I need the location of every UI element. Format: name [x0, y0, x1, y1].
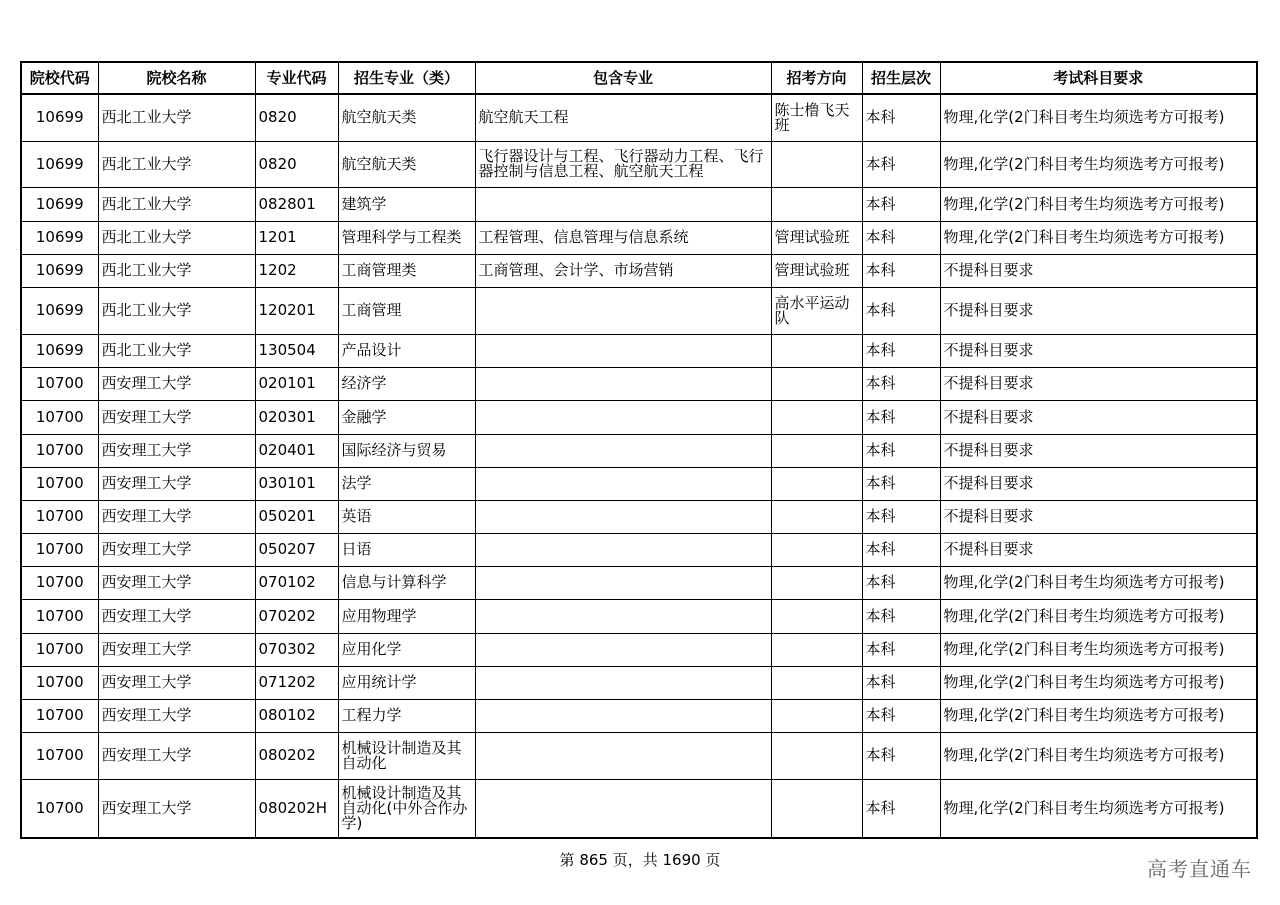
cell-subjects: 不提科目要求 [940, 434, 1257, 467]
cell-school-name: 西北工业大学 [98, 141, 255, 187]
cell-level: 本科 [862, 732, 940, 779]
cell-level: 本科 [862, 467, 940, 500]
table-row [21, 141, 1257, 187]
header-includes: 包含专业 [475, 62, 771, 94]
cell-major-code: 080202 [255, 732, 338, 779]
header-major-code: 专业代码 [255, 62, 338, 94]
cell-subjects: 不提科目要求 [940, 287, 1257, 334]
cell-major: 工商管理类 [338, 254, 475, 287]
cell-direction [771, 699, 862, 732]
cell-level: 本科 [862, 367, 940, 400]
cell-major: 应用统计学 [338, 666, 475, 699]
cell-school-code: 10700 [21, 732, 98, 779]
cell-school-code: 10699 [21, 187, 98, 221]
cell-school-code: 10699 [21, 287, 98, 334]
cell-school-name: 西安理工大学 [98, 500, 255, 533]
cell-school-code: 10699 [21, 141, 98, 187]
cell-subjects: 物理,化学(2门科目考生均须选考方可报考) [940, 187, 1257, 221]
cell-includes [475, 400, 771, 434]
cell-school-name: 西安理工大学 [98, 566, 255, 599]
cell-major: 金融学 [338, 400, 475, 434]
table-row [21, 254, 1257, 287]
cell-school-code: 10700 [21, 500, 98, 533]
cell-includes [475, 599, 771, 633]
table-row [21, 187, 1257, 221]
cell-major: 机械设计制造及其自动化(中外合作办学) [338, 779, 475, 838]
cell-major: 法学 [338, 467, 475, 500]
header-school-name: 院校名称 [98, 62, 255, 94]
cell-major-code: 050207 [255, 533, 338, 566]
cell-level: 本科 [862, 779, 940, 838]
table-row [21, 533, 1257, 566]
cell-school-name: 西北工业大学 [98, 187, 255, 221]
header-level: 招生层次 [862, 62, 940, 94]
cell-school-name: 西安理工大学 [98, 633, 255, 666]
cell-direction: 管理试验班 [771, 254, 862, 287]
cell-includes [475, 566, 771, 599]
cell-includes [475, 666, 771, 699]
cell-includes: 工程管理、信息管理与信息系统 [475, 221, 771, 254]
cell-school-name: 西安理工大学 [98, 699, 255, 732]
cell-direction: 管理试验班 [771, 221, 862, 254]
cell-level: 本科 [862, 221, 940, 254]
cell-major-code: 080202H [255, 779, 338, 838]
cell-major: 产品设计 [338, 334, 475, 367]
cell-subjects: 不提科目要求 [940, 334, 1257, 367]
cell-school-name: 西北工业大学 [98, 94, 255, 141]
cell-direction [771, 141, 862, 187]
cell-school-code: 10700 [21, 367, 98, 400]
cell-level: 本科 [862, 699, 940, 732]
cell-subjects: 不提科目要求 [940, 400, 1257, 434]
admission-table [20, 61, 1258, 839]
cell-major-code: 120201 [255, 287, 338, 334]
cell-major-code: 071202 [255, 666, 338, 699]
cell-school-name: 西安理工大学 [98, 434, 255, 467]
cell-subjects: 物理,化学(2门科目考生均须选考方可报考) [940, 221, 1257, 254]
table-row [21, 434, 1257, 467]
cell-major: 工商管理 [338, 287, 475, 334]
cell-major-code: 080102 [255, 699, 338, 732]
cell-major: 工程力学 [338, 699, 475, 732]
cell-subjects: 不提科目要求 [940, 367, 1257, 400]
cell-major-code: 020301 [255, 400, 338, 434]
cell-includes [475, 699, 771, 732]
cell-direction [771, 467, 862, 500]
cell-level: 本科 [862, 533, 940, 566]
cell-major-code: 070302 [255, 633, 338, 666]
cell-subjects: 不提科目要求 [940, 533, 1257, 566]
table-row [21, 400, 1257, 434]
cell-major: 经济学 [338, 367, 475, 400]
page-number: 第 865 页，共 1690 页 [559, 851, 721, 869]
cell-subjects: 物理,化学(2门科目考生均须选考方可报考) [940, 566, 1257, 599]
cell-major-code: 020401 [255, 434, 338, 467]
cell-major-code: 070202 [255, 599, 338, 633]
cell-school-name: 西安理工大学 [98, 533, 255, 566]
cell-includes [475, 187, 771, 221]
cell-subjects: 物理,化学(2门科目考生均须选考方可报考) [940, 666, 1257, 699]
cell-major: 应用化学 [338, 633, 475, 666]
cell-school-name: 西安理工大学 [98, 779, 255, 838]
watermark: 高考直通车 [1147, 857, 1252, 881]
cell-includes [475, 732, 771, 779]
table-row [21, 467, 1257, 500]
cell-major: 管理科学与工程类 [338, 221, 475, 254]
cell-major: 信息与计算科学 [338, 566, 475, 599]
cell-school-code: 10700 [21, 599, 98, 633]
table-row [21, 599, 1257, 633]
cell-major-code: 050201 [255, 500, 338, 533]
cell-major: 航空航天类 [338, 94, 475, 141]
cell-subjects: 物理,化学(2门科目考生均须选考方可报考) [940, 779, 1257, 838]
cell-school-code: 10699 [21, 334, 98, 367]
table-row [21, 221, 1257, 254]
cell-level: 本科 [862, 141, 940, 187]
cell-direction [771, 533, 862, 566]
cell-level: 本科 [862, 599, 940, 633]
cell-school-code: 10700 [21, 533, 98, 566]
cell-includes: 航空航天工程 [475, 94, 771, 141]
cell-subjects: 物理,化学(2门科目考生均须选考方可报考) [940, 141, 1257, 187]
cell-includes [475, 287, 771, 334]
cell-includes [475, 500, 771, 533]
cell-level: 本科 [862, 400, 940, 434]
cell-level: 本科 [862, 334, 940, 367]
table-row [21, 566, 1257, 599]
cell-school-name: 西安理工大学 [98, 732, 255, 779]
cell-school-code: 10700 [21, 400, 98, 434]
cell-major: 建筑学 [338, 187, 475, 221]
cell-major: 国际经济与贸易 [338, 434, 475, 467]
cell-school-name: 西安理工大学 [98, 400, 255, 434]
cell-school-name: 西北工业大学 [98, 254, 255, 287]
cell-school-code: 10699 [21, 254, 98, 287]
cell-school-code: 10700 [21, 666, 98, 699]
cell-direction [771, 434, 862, 467]
cell-direction [771, 599, 862, 633]
cell-subjects: 物理,化学(2门科目考生均须选考方可报考) [940, 94, 1257, 141]
cell-subjects: 物理,化学(2门科目考生均须选考方可报考) [940, 633, 1257, 666]
cell-direction [771, 187, 862, 221]
cell-school-name: 西安理工大学 [98, 467, 255, 500]
cell-subjects: 不提科目要求 [940, 467, 1257, 500]
header-major: 招生专业（类） [338, 62, 475, 94]
cell-major-code: 0820 [255, 94, 338, 141]
cell-school-code: 10700 [21, 434, 98, 467]
table-row [21, 732, 1257, 779]
cell-major: 航空航天类 [338, 141, 475, 187]
header-row [21, 62, 1257, 94]
cell-includes [475, 467, 771, 500]
table-row [21, 699, 1257, 732]
header-direction: 招考方向 [771, 62, 862, 94]
table-row [21, 334, 1257, 367]
cell-subjects: 物理,化学(2门科目考生均须选考方可报考) [940, 699, 1257, 732]
header-subjects: 考试科目要求 [940, 62, 1257, 94]
cell-major: 日语 [338, 533, 475, 566]
cell-school-code: 10700 [21, 467, 98, 500]
cell-includes [475, 434, 771, 467]
cell-direction [771, 566, 862, 599]
cell-includes: 飞行器设计与工程、飞行器动力工程、飞行器控制与信息工程、航空航天工程 [475, 141, 771, 187]
cell-school-code: 10700 [21, 566, 98, 599]
cell-major-code: 082801 [255, 187, 338, 221]
cell-level: 本科 [862, 500, 940, 533]
cell-major: 英语 [338, 500, 475, 533]
table-row [21, 500, 1257, 533]
cell-includes [475, 779, 771, 838]
cell-includes [475, 334, 771, 367]
cell-direction [771, 779, 862, 838]
cell-major: 应用物理学 [338, 599, 475, 633]
cell-school-name: 西北工业大学 [98, 334, 255, 367]
cell-subjects: 物理,化学(2门科目考生均须选考方可报考) [940, 732, 1257, 779]
cell-major-code: 1202 [255, 254, 338, 287]
cell-direction: 陈士橹飞天班 [771, 94, 862, 141]
table-row [21, 287, 1257, 334]
cell-subjects: 不提科目要求 [940, 254, 1257, 287]
cell-includes [475, 633, 771, 666]
cell-level: 本科 [862, 434, 940, 467]
cell-school-code: 10700 [21, 633, 98, 666]
cell-level: 本科 [862, 566, 940, 599]
cell-direction: 高水平运动队 [771, 287, 862, 334]
cell-school-name: 西北工业大学 [98, 287, 255, 334]
cell-level: 本科 [862, 287, 940, 334]
cell-school-code: 10699 [21, 221, 98, 254]
cell-level: 本科 [862, 254, 940, 287]
cell-level: 本科 [862, 633, 940, 666]
cell-school-name: 西北工业大学 [98, 221, 255, 254]
cell-level: 本科 [862, 187, 940, 221]
cell-includes: 工商管理、会计学、市场营销 [475, 254, 771, 287]
cell-school-name: 西安理工大学 [98, 599, 255, 633]
table-row [21, 633, 1257, 666]
cell-major-code: 070102 [255, 566, 338, 599]
cell-subjects: 不提科目要求 [940, 500, 1257, 533]
header-school-code: 院校代码 [21, 62, 98, 94]
cell-direction [771, 334, 862, 367]
cell-school-code: 10700 [21, 779, 98, 838]
cell-level: 本科 [862, 94, 940, 141]
cell-school-code: 10699 [21, 94, 98, 141]
cell-school-name: 西安理工大学 [98, 367, 255, 400]
cell-direction [771, 400, 862, 434]
cell-direction [771, 666, 862, 699]
cell-direction [771, 367, 862, 400]
table-row [21, 779, 1257, 838]
table-row [21, 367, 1257, 400]
cell-school-name: 西安理工大学 [98, 666, 255, 699]
cell-direction [771, 732, 862, 779]
cell-major-code: 1201 [255, 221, 338, 254]
cell-major-code: 130504 [255, 334, 338, 367]
cell-major-code: 020101 [255, 367, 338, 400]
cell-includes [475, 367, 771, 400]
cell-direction [771, 500, 862, 533]
cell-school-code: 10700 [21, 699, 98, 732]
cell-subjects: 物理,化学(2门科目考生均须选考方可报考) [940, 599, 1257, 633]
cell-major-code: 0820 [255, 141, 338, 187]
cell-level: 本科 [862, 666, 940, 699]
table-row [21, 666, 1257, 699]
cell-major-code: 030101 [255, 467, 338, 500]
cell-direction [771, 633, 862, 666]
table-row [21, 94, 1257, 141]
cell-includes [475, 533, 771, 566]
cell-major: 机械设计制造及其自动化 [338, 732, 475, 779]
